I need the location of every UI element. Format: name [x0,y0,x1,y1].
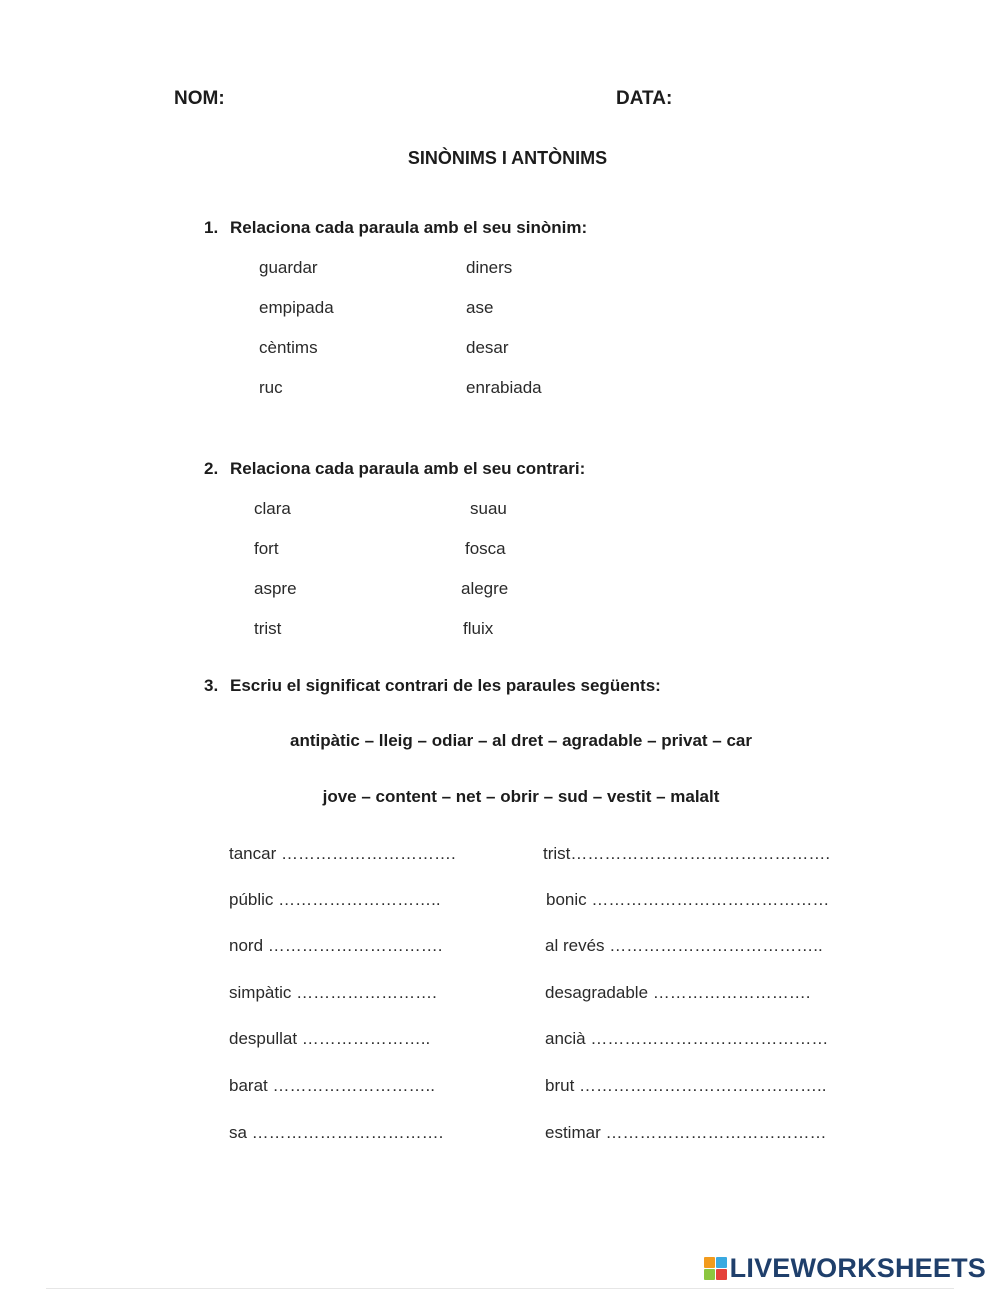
ex1-right-word: diners [466,258,513,277]
ex2-left-word: trist [254,619,282,638]
ex2-right-word: fluix [463,619,494,638]
antonym-answer-line: bonic …………………………………… [546,890,830,909]
word-bank-line-2: jove – content – net – obrir – sud – vestit – malalt [322,787,720,806]
antonym-answer-line: despullat ………………….. [229,1029,431,1048]
page-title: SINÒNIMS I ANTÒNIMS [407,148,608,168]
ex1-left-word: guardar [259,258,318,277]
ex1-right-word: desar [466,338,509,357]
ex2-left-word: fort [254,539,279,558]
exercise-2-number: 2. [204,459,219,478]
ex1-right-word: ase [466,298,494,317]
antonym-answer-line: simpàtic ……………………. [229,983,437,1002]
exercise-1-title: Relaciona cada paraula amb el seu sinònim: [230,218,588,237]
exercise-1-number: 1. [204,218,219,237]
antonym-answer-line: ancià …………………………………… [545,1029,829,1048]
liveworksheets-logo-icon [704,1257,727,1280]
antonym-answer-line: desagradable ………………………. [545,983,811,1002]
antonym-answer-line: brut …………………………………….. [545,1076,827,1095]
exercise-2-title: Relaciona cada paraula amb el seu contrari: [230,459,586,478]
ex1-left-word: ruc [259,378,283,397]
antonym-answer-line: estimar ………………………………… [545,1123,827,1142]
bottom-divider [46,1288,954,1289]
liveworksheets-logo-text: LIVEWORKSHEETS [729,1253,986,1283]
antonym-answer-line: públic ……………………….. [229,890,441,909]
word-bank-line-1: antipàtic – lleig – odiar – al dret – agradable – privat – car [289,731,753,750]
ex2-right-word: alegre [461,579,509,598]
antonym-answer-line: tancar …………………………. [229,844,456,863]
exercise-3-title: Escriu el significat contrari de les paraules següents: [230,676,661,695]
liveworksheets-logo[interactable] [704,1253,986,1284]
exercise-3-number: 3. [204,676,219,695]
ex2-right-word: fosca [465,539,506,558]
antonym-answer-line: barat ……………………….. [229,1076,435,1095]
ex2-left-word: clara [254,499,291,518]
date-label: DATA: [616,88,673,109]
antonym-answer-line: sa ……………………………. [229,1123,444,1142]
ex2-right-word: suau [470,499,507,518]
ex1-right-word: enrabiada [466,378,542,397]
ex1-left-word: empipada [259,298,334,317]
antonym-answer-line: nord …………………………. [229,936,443,955]
antonym-answer-line: trist………………………………………. [543,844,831,863]
ex2-left-word: aspre [254,579,297,598]
antonym-answer-line: al revés ……………………………….. [545,936,823,955]
name-label: NOM: [174,88,225,109]
ex1-left-word: cèntims [259,338,318,357]
